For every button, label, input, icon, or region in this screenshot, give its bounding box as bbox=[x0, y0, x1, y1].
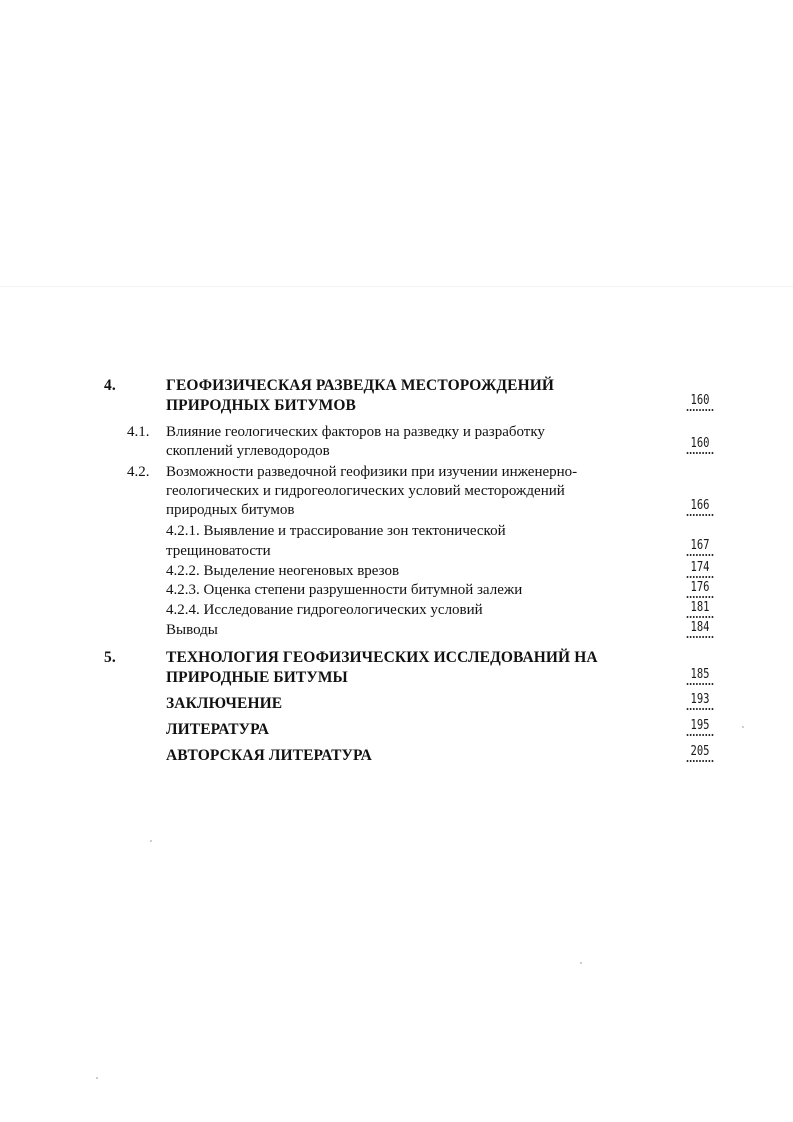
section-4-2-3-page-number: 176 bbox=[687, 579, 714, 598]
section-4-2-1-title-line1: 4.2.1. Выявление и трассирование зон тектонической bbox=[166, 523, 506, 539]
literature-title: ЛИТЕРАТУРА bbox=[166, 721, 269, 738]
conclusions-title: Выводы bbox=[166, 622, 218, 638]
section-4-2-2-page-number: 174 bbox=[687, 559, 714, 578]
chapter-5-title-line2: ПРИРОДНЫЕ БИТУМЫ bbox=[166, 669, 348, 686]
scan-speck bbox=[150, 840, 152, 842]
conclusion-title: ЗАКЛЮЧЕНИЕ bbox=[166, 695, 283, 712]
section-4-2-2-title: 4.2.2. Выделение неогеновых врезов bbox=[166, 563, 400, 579]
scan-speck bbox=[742, 726, 744, 728]
chapter-5-page-number: 185 bbox=[687, 666, 714, 685]
conclusion-page-number: 193 bbox=[687, 691, 714, 710]
section-4-2-1-page-number: 167 bbox=[687, 537, 714, 556]
section-4-2-1-title-line2: трещиноватости bbox=[166, 543, 271, 559]
section-4-2-4-page-number: 181 bbox=[687, 599, 714, 618]
section-4-2-title-line2: геологических и гидрогеологических условий месторождений bbox=[166, 483, 565, 499]
scan-speck bbox=[580, 962, 582, 964]
section-4-2-title-line1: Возможности разведочной геофизики при изучении инженерно- bbox=[166, 464, 578, 480]
chapter-4-title-line2: ПРИРОДНЫХ БИТУМОВ bbox=[166, 397, 356, 414]
section-4-1-page-number: 160 bbox=[687, 435, 714, 454]
author-literature-title: АВТОРСКАЯ ЛИТЕРАТУРА bbox=[166, 747, 372, 764]
section-4-2-title-line3: природных битумов bbox=[166, 502, 295, 518]
section-4-1-title-line2: скоплений углеводородов bbox=[166, 443, 330, 459]
author-literature-page-number: 205 bbox=[687, 743, 714, 762]
conclusions-page-number: 184 bbox=[687, 619, 714, 638]
section-4-2-3-title: 4.2.3. Оценка степени разрушенности битумной залежи bbox=[166, 582, 523, 598]
chapter-5-title-line1: ТЕХНОЛОГИЯ ГЕОФИЗИЧЕСКИХ ИССЛЕДОВАНИЙ НА bbox=[166, 649, 598, 666]
chapter-5-number: 5. bbox=[104, 649, 116, 666]
chapter-4-title-line1: ГЕОФИЗИЧЕСКАЯ РАЗВЕДКА МЕСТОРОЖДЕНИЙ bbox=[166, 377, 555, 394]
section-4-1-title-line1: Влияние геологических факторов на разведку и разработку bbox=[166, 424, 545, 440]
scan-edge bbox=[0, 286, 793, 287]
scan-speck bbox=[96, 1077, 98, 1079]
section-4-2-number: 4.2. bbox=[127, 464, 150, 480]
literature-page-number: 195 bbox=[687, 717, 714, 736]
section-4-1-number: 4.1. bbox=[127, 424, 150, 440]
section-4-2-page-number: 166 bbox=[687, 497, 714, 516]
chapter-4-page-number: 160 bbox=[687, 392, 714, 411]
section-4-2-4-title: 4.2.4. Исследование гидрогеологических условий bbox=[166, 602, 483, 618]
chapter-4-number: 4. bbox=[104, 377, 116, 394]
